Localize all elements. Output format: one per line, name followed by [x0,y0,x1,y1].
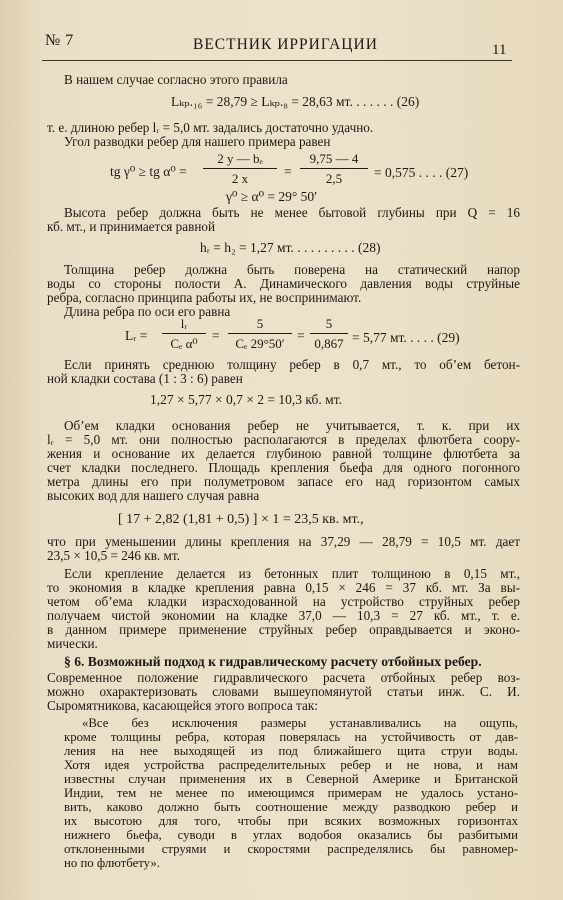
equals-sign: = [297,328,305,343]
equation-31: [ 17 + 2,82 (1,81 + 0,5) ] × 1 = 23,5 кв. мт., [118,512,364,527]
equals-sign: = [212,328,220,343]
eq29-numerator-2: 5 [256,316,264,331]
quote-line: их высотою для того, чтобы при всяких возможных горизонтах [64,814,518,828]
quote-line: отклоненными струями и скоростями распределялись бы равномер- [64,842,518,856]
paragraph-line: Если принять среднюю толщину ребер в 0,7 мт., то об’ем бетон- [64,357,520,372]
section-number: § 6. [64,654,85,669]
paragraph-line: счет кладки последнего. Площадь крепления бьефа для одного погонного [47,460,520,475]
header-rule [42,60,512,61]
equation-27-right: = 0,575 . . . . (27) [374,165,469,180]
paragraph-line: мически. [47,636,98,651]
paragraph-line: получаем чистой экономии на кладке 37,0 — 10,3 = 27 кб. мт., т. е. [47,608,520,623]
paragraph-line: Длина ребра по оси его равна [64,304,231,319]
quote-line: известны случаи применения их в Северной Америке и Британской [64,772,518,786]
eq29-denominator-1: Cₑ α⁰ [170,336,198,351]
equation-27-left: tg γ⁰ ≥ tg α⁰ = [110,164,187,179]
paragraph-line: Сыромятникова, касающейся этого вопроса так: [47,698,318,713]
paragraph-line: Угол разводки ребер для нашего примера равен [64,134,331,149]
paragraph-line: Об’ем кладки основания ребер не учитывается, т. к. при их [64,418,520,433]
paragraph-line: воды со стороны полости А. Динамического давления воды струйные [47,276,520,291]
eq27-numerator-1: 2 y — bₑ [217,151,263,166]
fraction-bar [310,333,348,334]
equation-26: Lₖₚ.₁₆ = 28,79 ≥ Lₖₚ.₈ = 28,63 мт. . . . . . . (26) [171,94,420,109]
paragraph-line: В нашем случае согласно этого правила [64,72,288,87]
paragraph-line: Толщина ребер должна быть поверена на статический напор [64,262,520,277]
quote-line: «Все без исключения размеры устанавливались на ощупь, [82,716,518,730]
quote-line: кроме толщины ребра, которая поверялась на устойчивость от дав- [64,730,518,744]
page-header [0,0,563,70]
paragraph-line: метра длины его при полуметровом запасе его над горизонтом самых [47,474,520,489]
page-number: 11 [492,42,507,58]
paragraph-line: четом об’ема кладки израсходованной на устройство струйных ребер [47,594,520,609]
paragraph-line: жения и основание их делается глубиною равной толщине флютбета за [47,446,520,461]
fraction-bar [300,168,368,169]
issue-number: № 7 [45,32,74,49]
eq27-denominator-2: 2,5 [325,171,343,186]
journal-title: ВЕСТНИК ИРРИГАЦИИ [193,36,378,53]
eq27-denominator-1: 2 x [231,171,249,186]
quote-line: Хотя идея устройства распределительных ребер и не нова, и нам [64,758,518,772]
paragraph-line: т. е. длиною ребер lᵣ = 5,0 мт. задались достаточно удачно. [47,120,374,135]
fraction-bar [228,333,292,334]
paragraph-line: то экономия в кладке крепления равна 0,15 × 246 = 37 кб. мт. За вы- [47,580,520,595]
fraction-bar [162,333,206,334]
paragraph-line: можно охарактеризовать словами вышеупомянутой статьи инж. С. И. [47,684,520,699]
equation-29-left: Lᵣ = [125,328,148,343]
paragraph-line: 23,5 × 10,5 = 246 кв. мт. [47,548,180,563]
equation-28: hᵣ = h₂ = 1,27 мт. . . . . . . . . . (28) [200,240,381,255]
paragraph-line: ребра, согласно принципа работы их, не воспринимают. [47,290,362,305]
paragraph-line: в данном примере применение струйных ребер оправдывается и эконо- [47,622,520,637]
paragraph-line: Современное положение гидравлического расчета отбойных ребер воз- [47,670,520,685]
fraction-bar [203,168,277,169]
eq29-denominator-3: 0,867 [314,336,344,351]
paragraph-line: что при уменьшении длины крепления на 37,29 — 28,79 = 10,5 мт. дает [47,534,520,549]
equals-sign: = [284,164,292,179]
eq29-denominator-2: Cₑ 29°50′ [235,336,285,351]
paragraph-line: кб. мт., и принимается равной [47,219,216,234]
quote-line: ления на нее выходящей из под ближайшего щита струи воды. [64,744,518,758]
quote-line: но по флютбету». [64,856,160,870]
paragraph-line: lᵣ = 5,0 мт. они полностью располагаются в пределах флютбета соору- [47,432,520,447]
equation-29-right: = 5,77 мт. . . . . (29) [352,330,460,345]
section-title: Возможный подход к гидравлическому расчету отбойных ребер. [87,654,482,669]
paragraph-line: Если крепление делается из бетонных плит толщиною в 0,15 мт., [64,566,520,581]
quote-line: Индии, тем не менее по имеющимся примерам не удалось устано- [64,786,518,800]
quote-line: вить, каково должно быть соотношение между разводкою ребер и [64,800,518,814]
section-heading [64,654,482,669]
quote-line: нижнего бьефа, суводи в углах водобоя оказались бы разбитыми [64,828,518,842]
equation-30: 1,27 × 5,77 × 0,7 × 2 = 10,3 кб. мт. [150,392,342,407]
paragraph-line: ной кладки состава (1 : 3 : 6) равен [47,371,243,386]
paragraph-line: высоких вод для нашего случая равна [47,488,260,503]
equation-27b: γ⁰ ≥ α⁰ = 29° 50′ [226,189,318,204]
paragraph-line: Высота ребер должна быть не менее бытовой глубины при Q = 16 [64,205,520,220]
eq29-numerator-1: lᵣ [180,316,188,331]
eq27-numerator-2: 9,75 — 4 [309,151,359,166]
eq29-numerator-3: 5 [325,316,333,331]
